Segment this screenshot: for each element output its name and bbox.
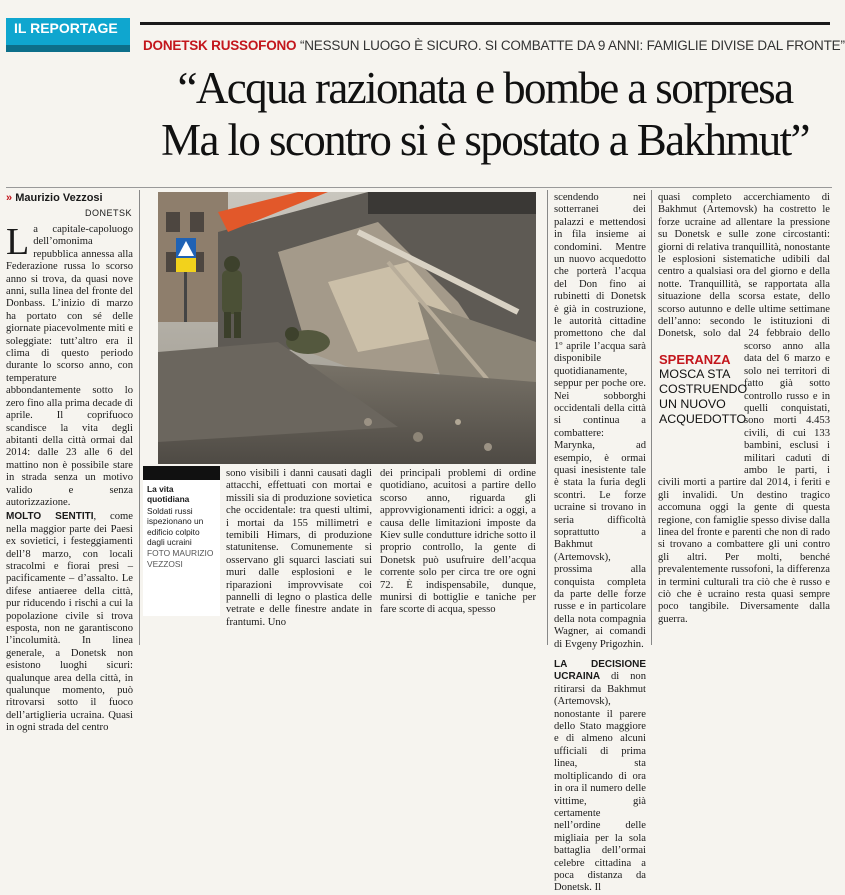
byline-arrow-icon: »	[6, 192, 13, 204]
section-tag	[6, 18, 130, 52]
caption-header-bar	[143, 466, 220, 480]
caption-body: Soldati russi ispezionano un edificio colpito dagli ucraini	[147, 505, 204, 548]
paragraph-text: , come nella maggior parte dei Paesi ex sovietici, i festeggiamenti dell’8 marzo, con locali stracolmi e fiorai presi – pacificamente – d’assalto. Le difese antiaeree della città, pur riducendo i rischi a cui la popolazione civile si trova esposta, non ne garantiscono l’incolumità. In linea generale, a Donetsk non esistono luoghi sicuri: qualunque area della città, in qualunque momento, può ritrovarsi sotto il fuoco dell’artiglieria ucraina. Quasi in ogni strada del centro	[6, 511, 133, 734]
headline	[140, 62, 830, 166]
article-column-3	[380, 468, 536, 644]
paragraph: sono visibili i danni causati dagli attacchi, effettuati con mortai e missili sia di produzione sovietica che occidentale: tra questi ultimi, i mortai da 155 millimetri e temibili Himars, di produzione statunitense. Comunemente si osservano gli squarci lasciati sui muri dalle esplosioni e le riparazioni improvvisate coi pannelli di legno o plastica delle vetrate e delle finestre andate in frantumi. Uno	[226, 468, 372, 628]
pull-quote-spacer	[658, 352, 748, 467]
dateline: DONETSK	[84, 208, 132, 218]
photo-illustration	[158, 192, 536, 464]
section-tag-bar	[6, 45, 130, 52]
kicker	[143, 38, 845, 53]
paragraph	[6, 221, 133, 509]
kicker-place: DONETSK RUSSOFONO	[143, 38, 297, 53]
pull-quote-body: MOSCA STA COSTRUENDO UN NUOVO ACQUEDOTTO	[659, 367, 748, 426]
article-column-4	[554, 192, 646, 894]
article-column-5	[658, 192, 830, 644]
column-divider	[651, 190, 652, 645]
pull-quote-head: SPERANZA	[659, 352, 731, 367]
headline-line-1: “Acqua razionata e bombe a sorpresa	[177, 63, 793, 113]
headline-line-2: Ma lo scontro si è spostato a Bakhmut”	[161, 115, 809, 165]
article-photo	[158, 192, 536, 464]
paragraph: quasi completo accerchiamento di Bakhmut (Artemovsk) ha costretto le forze ucraine ad allentare la pressione su Donetsk e sulle zone circostanti: giorni di relativa tranquillità, nonostante le esplosioni sistematiche udibili dal centro a qualsiasi ora del giorno e della notte. Tranquillità, se rapportata alla situazione della scorsa estate, dello scorso autunno e delle ultime settimane dell’anno: secondo le istituzioni di Donetsk, solo dal 24 febbraio dello scorso anno alla data del 6 marzo e solo nei territori di fatto già sotto controllo russo e in quelli conquistati, sono morti 4.453 civili, di cui 133 bambini, esclusi i militari caduti di ambo le parti, i civili morti a partire dal 2014, i feriti e gli invalidi. Un destino tragico accomuna oggi la gente di questa regione, con famiglie spesso divise dalla linea del fronte e parenti che non di rado si trovano a combattere gli uni contro gli altri. Per molti, benché prevalentemente russofoni, la differenza in termini culturali tra ciò che è russo e ciò che è ucraino resta quasi sempre poco tangibile. Diversamente dalla guerra.	[658, 192, 830, 625]
drop-cap: L	[6, 221, 30, 263]
paragraph: scendendo nei sotterranei dei palazzi e mettendosi in fila insieme ai condomini. Mentre un nuovo acquedotto che porterà l’acqua del Don fino ai rubinetti di Donetsk è già in costruzione, le autorità cittadine promettono che dal 1º aprile l’acqua sarà disponibile quotidianamente, seppur per poche ore. Nei sobborghi occidentali della città si continua a combattere: Marynka, ad esempio, è ormai quasi inesistente tale è stata la furia degli scontri. Le forze ucraine si trovano in seria difficoltà soprattutto a Bakhmut (Artemovsk), prossima alla conquista completa da parte delle forze russe e in particolare della nota compagnia Wagner, ai comandi di Evgeny Prigozhin.	[554, 192, 646, 650]
column-divider	[139, 190, 140, 645]
kicker-quote: “NESSUN LUOGO È SICURO. SI COMBATTE DA 9 ANNI: FAMIGLIE DIVISE DAL FRONTE”	[299, 38, 845, 53]
article-column-2	[226, 468, 372, 644]
author-name: Maurizio Vezzosi	[15, 192, 103, 204]
photo-caption	[143, 466, 220, 616]
paragraph-text: di non ritirarsi da Bakhmut (Artemovsk), nonostante il parere dello Stato maggiore e di almeno alcuni ufficiali di prima linea, sta moltiplicando di ora in ora il numero delle vittime, già certamente nell’ordine delle migliaia per la sola battaglia dell’ormai celebre cittadina a poca distanza da Donetsk. Il	[554, 671, 646, 894]
header-divider	[6, 187, 832, 188]
caption-credit: FOTO MAURIZIO VEZZOSI	[147, 548, 214, 569]
author-byline	[6, 192, 103, 204]
paragraph-lead: MOLTO SENTITI	[6, 511, 94, 523]
section-tag-label: IL REPORTAGE	[14, 20, 118, 36]
top-rule	[140, 22, 830, 25]
paragraph: dei principali problemi di ordine quotidiano, acuitosi a partire dello scorso anno, riguarda gli approvvigionamenti idrici: a oggi, a causa delle limitazioni imposte da Kiev sulle condutture idriche sotto il proprio controllo, la gente di Donetsk può usufruire dell’acqua corrente solo per circa tre ore ogni 72. È indispensabile, dunque, munirsi di bottiglie e taniche per fare scorte di acqua, spesso	[380, 468, 536, 616]
paragraph	[554, 659, 646, 895]
caption-title: La vita quotidiana	[147, 484, 190, 505]
paragraph	[6, 511, 133, 734]
column-divider	[547, 190, 548, 645]
article-column-1	[6, 221, 133, 734]
paragraph-lead: LA DECISIONE UCRAINA	[554, 659, 646, 683]
paragraph-text: a capitale-capoluogo dell’omonima repubblica annessa alla Federazione russa lo scorso anno si trova, da quasi nove anni, sulla linea del fronte del Donbass. L’inizio di marzo ha portato con sé delle giornate piacevolmente miti e soleggiate: tutt’altro era il clima di questo periodo durante lo scorso anno, con temperature abbondantemente sotto lo zero fino alla prima decade di aprile. Il coprifuoco scandisce la vita degli abitanti della città ormai dal 2014: dalle 23 alle 6 del mattino non è possibile stare in strada senza un motivo valido e senza autorizzazione.	[6, 224, 133, 508]
